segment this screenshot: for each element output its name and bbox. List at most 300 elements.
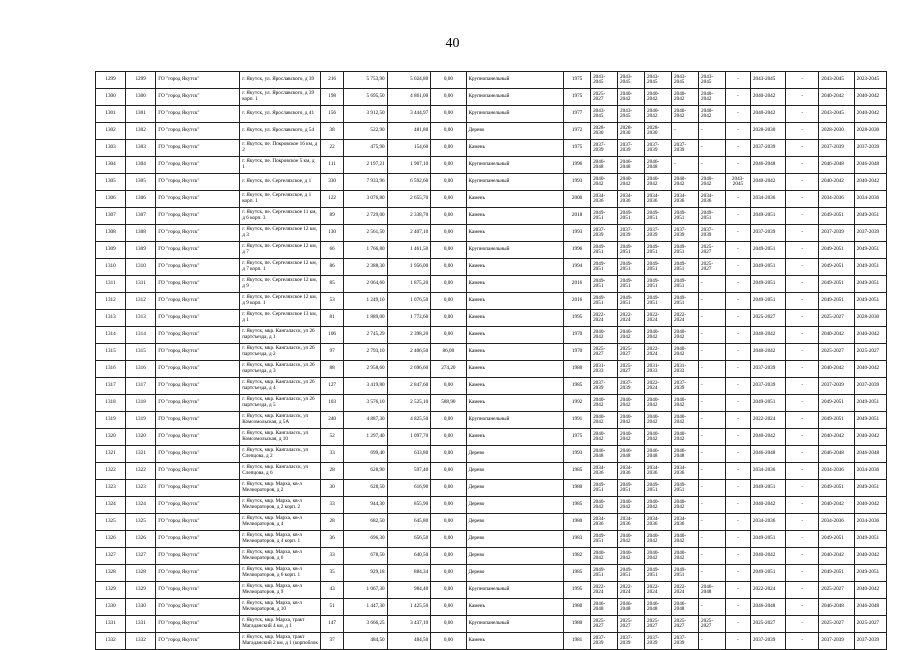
cell-n1: 1318 [96,395,126,412]
cell-y9: 2040-2042 [819,548,854,565]
cell-n1: 1320 [96,429,126,446]
cell-wall: Крупнопанельный [466,106,564,123]
cell-y8: - [786,140,819,157]
cell-v: 0,00 [431,72,466,89]
cell-area2: 2 406,50 [387,344,431,361]
cell-wall: Крупнопанельный [466,242,564,259]
table-row [96,106,887,123]
cell-y10: 2034-2036 [854,463,886,480]
cell-y4: 2025-2027 [672,616,699,633]
cell-y3: 2049-2051 [645,293,672,310]
cell-v: 0,00 [431,191,466,208]
cell-y2: 2049-2051 [618,259,645,276]
cell-y1: 2034-2036 [591,191,618,208]
cell-v: 0,00 [431,106,466,123]
cell-year: 1981 [564,633,591,650]
cell-apts: 66 [321,242,344,259]
cell-apts: 156 [321,106,344,123]
cell-wall: Дерево [466,548,564,565]
cell-y9: 2034-2036 [819,463,854,480]
cell-area2: 4 861,00 [387,89,431,106]
cell-area1: 1 297,40 [344,429,388,446]
cell-n1: 1302 [96,123,126,140]
cell-y9: 2049-2051 [819,412,854,429]
cell-y7: 2046-2048 [750,599,785,616]
cell-y7: 2049-2051 [750,242,785,259]
cell-apts: 33 [321,548,344,565]
cell-n1: 1316 [96,361,126,378]
cell-y5: 2043-2045 [699,72,726,89]
cell-year: 1982 [564,548,591,565]
cell-address: г. Якутск, мкр. Марха, кв-л Мелиораторов, д 4 корп. 1 [240,531,321,548]
cell-y1: 2046-2048 [591,446,618,463]
cell-y5: - [699,480,726,497]
cell-apts: 88 [321,361,344,378]
cell-y10: 2049-2051 [854,480,886,497]
cell-address: г. Якутск, пе. Покровское 5 км, д 1 [240,157,321,174]
cell-y1: 2025-2027 [591,89,618,106]
cell-area2: 5 024,80 [387,72,431,89]
cell-v: 0,00 [431,259,466,276]
cell-address: г. Якутск, пе. Сергеляхское 13 км, д 1 [240,310,321,327]
cell-y8: - [786,72,819,89]
cell-y5: - [699,633,726,650]
cell-y1: 2022-2024 [591,582,618,599]
cell-n1: 1326 [96,531,126,548]
cell-y6: - [725,106,750,123]
cell-y2: 2046-2048 [618,446,645,463]
cell-y10: 2049-2051 [854,208,886,225]
cell-y6: - [725,344,750,361]
cell-area1: 5 695,50 [344,89,388,106]
cell-n1: 1301 [96,106,126,123]
cell-n1: 1317 [96,378,126,395]
cell-y8: - [786,123,819,140]
cell-area2: 154,60 [387,140,431,157]
cell-owner: ГО "город Якутск" [156,140,240,157]
cell-n2: 1320 [126,429,156,446]
cell-y4: - [672,123,699,140]
cell-owner: ГО "город Якутск" [156,565,240,582]
cell-y9: 2028-2030 [819,123,854,140]
table-row [96,514,887,531]
cell-year: 1980 [564,616,591,633]
cell-address: г. Якутск, мкр. Марха, тракт Магаданский 2 км, д 1 (корпоблок [240,633,321,650]
cell-y4: 2049-2051 [672,480,699,497]
cell-y4: 2040-2042 [672,429,699,446]
cell-n2: 1310 [126,259,156,276]
cell-address: г. Якутск, мкр. Марха, кв-л Мелиораторов, д 9 [240,582,321,599]
cell-address: г. Якутск, ул. Ярославского, д 39 [240,72,321,89]
table-row [96,191,887,208]
cell-y4: 2040-2042 [672,89,699,106]
cell-apts: 30 [321,480,344,497]
cell-y4: 2049-2051 [672,208,699,225]
cell-y2: 2040-2042 [618,429,645,446]
cell-y3: 2049-2051 [645,208,672,225]
cell-y10: 2037-2039 [854,225,886,242]
cell-n1: 1307 [96,208,126,225]
cell-y4: 2037-2039 [672,140,699,157]
cell-area1: 2 388,30 [344,259,388,276]
cell-y6: - [725,633,750,650]
cell-y2: 2037-2039 [618,633,645,650]
cell-apts: 22 [321,140,344,157]
cell-y10: 2049-2051 [854,276,886,293]
cell-y3: 2034-2036 [645,463,672,480]
cell-owner: ГО "город Якутск" [156,361,240,378]
cell-area1: 7 933,96 [344,174,388,191]
cell-address: г. Якутск, пе. Сергеляхское, д 1 корп. 1 [240,191,321,208]
cell-wall: Камень [466,293,564,310]
cell-n2: 1313 [126,310,156,327]
cell-y1: 2049-2051 [591,242,618,259]
cell-y7: 2040-2042 [750,89,785,106]
cell-y5: 2046-2048 [699,582,726,599]
cell-y3: 2046-2048 [645,446,672,463]
cell-y4: 2049-2051 [672,276,699,293]
cell-y9: 2037-2039 [819,225,854,242]
cell-v: 0,00 [431,633,466,650]
cell-y1: 2037-2039 [591,225,618,242]
cell-y1: 2040-2042 [591,327,618,344]
cell-y1: 2028-2030 [591,123,618,140]
cell-y10: 2037-2039 [854,633,886,650]
cell-address: г. Якутск, пе. Сергеляхское 12 км, д 7 корп. 1 [240,259,321,276]
cell-y7: 2040-2042 [750,106,785,123]
cell-wall: Камень [466,429,564,446]
cell-year: 1977 [564,106,591,123]
cell-y10: 2040-2042 [854,174,886,191]
cell-y3: 2037-2039 [645,225,672,242]
cell-area1: 628,50 [344,480,388,497]
cell-y4: 2031-2033 [672,361,699,378]
cell-wall: Камень [466,140,564,157]
cell-y9: 2040-2042 [819,361,854,378]
cell-y6: - [725,395,750,412]
cell-wall: Крупнопанельный [466,89,564,106]
cell-y3: 2049-2051 [645,480,672,497]
cell-y5: - [699,514,726,531]
cell-y4: 2040-2042 [672,412,699,429]
cell-y6: - [725,242,750,259]
cell-y2: 2049-2051 [618,208,645,225]
cell-y10: 2034-2036 [854,191,886,208]
table-row [96,446,887,463]
cell-y3: 2049-2051 [645,259,672,276]
cell-y8: - [786,191,819,208]
cell-y2: 2043-2045 [618,72,645,89]
cell-y7: 2037-2039 [750,378,785,395]
cell-area2: 2 696,60 [387,361,431,378]
cell-y1: 2040-2042 [591,174,618,191]
cell-address: г. Якутск, мкр. Кангаласск, ул 26 партсъезда, д 2 [240,344,321,361]
cell-y9: 2034-2036 [819,191,854,208]
cell-y10: 2040-2042 [854,327,886,344]
cell-y4: 2037-2039 [672,378,699,395]
cell-y4: 2034-2036 [672,463,699,480]
cell-y9: 2049-2051 [819,276,854,293]
cell-y9: 2049-2051 [819,565,854,582]
cell-y5: - [699,361,726,378]
cell-area1: 2 064,60 [344,276,388,293]
cell-y3: 2040-2042 [645,89,672,106]
cell-y5: - [699,463,726,480]
cell-year: 1975 [564,140,591,157]
cell-n1: 1310 [96,259,126,276]
cell-y5: 2034-2036 [699,191,726,208]
cell-y9: 2043-2045 [819,72,854,89]
table-row [96,599,887,616]
cell-v: 0,00 [431,242,466,259]
cell-y1: 2031-2033 [591,361,618,378]
cell-y6: - [725,531,750,548]
cell-year: 1975 [564,72,591,89]
cell-apts: 86 [321,259,344,276]
cell-y5: 2037-2039 [699,225,726,242]
cell-y10: 2046-2048 [854,157,886,174]
cell-y5: - [699,157,726,174]
cell-y9: 2046-2048 [819,157,854,174]
cell-owner: ГО "город Якутск" [156,548,240,565]
cell-address: г. Якутск, мкр. Марха, тракт Магаданский 4 км, д 1 [240,616,321,633]
cell-area2: 656,50 [387,531,431,548]
cell-y5: - [699,344,726,361]
cell-y10: 2040-2042 [854,429,886,446]
cell-wall: Крупнопанельный [466,157,564,174]
cell-y7: 2040-2042 [750,174,785,191]
cell-y5: - [699,276,726,293]
cell-v: 0,00 [431,565,466,582]
cell-y7: 2022-2024 [750,582,785,599]
cell-address: г. Якутск, мкр. Кангаласск, ул 26 партсъезда, д 1 [240,327,321,344]
cell-y5: 2040-2042 [699,174,726,191]
cell-owner: ГО "город Якутск" [156,276,240,293]
cell-y6: - [725,514,750,531]
cell-y4: 2040-2042 [672,344,699,361]
cell-y4: 2034-2036 [672,514,699,531]
cell-area1: 944,30 [344,497,388,514]
cell-address: г. Якутск, мкр. Марха, кв-л Мелиораторов, д 4 [240,514,321,531]
cell-wall: Крупнопанельный [466,174,564,191]
cell-y8: - [786,208,819,225]
cell-y5: - [699,548,726,565]
cell-n1: 1328 [96,565,126,582]
cell-apts: 28 [321,463,344,480]
cell-owner: ГО "город Якутск" [156,497,240,514]
cell-y1: 2034-2036 [591,463,618,480]
cell-y3: 2037-2039 [645,140,672,157]
cell-apts: 35 [321,565,344,582]
cell-area2: 3 444,97 [387,106,431,123]
cell-year: 1983 [564,531,591,548]
cell-y7: 2028-2030 [750,123,785,140]
cell-y9: 2040-2042 [819,327,854,344]
cell-area2: 3 437,10 [387,616,431,633]
cell-area1: 5 753,90 [344,72,388,89]
cell-y4: 2040-2042 [672,395,699,412]
cell-y8: - [786,582,819,599]
cell-owner: ГО "город Якутск" [156,242,240,259]
cell-year: 1980 [564,514,591,531]
cell-v: 86,00 [431,344,466,361]
cell-y2: 2040-2042 [618,89,645,106]
cell-y1: 2049-2051 [591,293,618,310]
cell-v: 0,00 [431,225,466,242]
cell-y1: 2049-2051 [591,565,618,582]
cell-y3: 2028-2030 [645,123,672,140]
cell-y8: - [786,480,819,497]
table-row [96,225,887,242]
cell-n1: 1331 [96,616,126,633]
cell-y10: 2023-2045 [854,72,886,89]
cell-y6: - [725,276,750,293]
cell-v: 0,00 [431,174,466,191]
table-row [96,463,887,480]
cell-v: 0,00 [431,123,466,140]
cell-n2: 1306 [126,191,156,208]
cell-area2: 481,80 [387,123,431,140]
cell-owner: ГО "город Якутск" [156,174,240,191]
cell-address: г. Якутск, ул. Ярославского, д 41 [240,106,321,123]
cell-y5: - [699,123,726,140]
cell-y3: 2040-2042 [645,327,672,344]
cell-y7: 2049-2051 [750,293,785,310]
cell-address: г. Якутск, пе. Сергеляхское 12 км, д 3 [240,225,321,242]
cell-wall: Камень [466,327,564,344]
cell-y3: 2040-2042 [645,548,672,565]
cell-y8: - [786,361,819,378]
cell-year: 1995 [564,310,591,327]
cell-apts: 240 [321,412,344,429]
cell-n2: 1328 [126,565,156,582]
cell-y1: 2037-2039 [591,378,618,395]
cell-y5: - [699,293,726,310]
cell-y2: 2022-2024 [618,310,645,327]
cell-y6: - [725,89,750,106]
cell-y6: - [725,72,750,89]
cell-y5: - [699,378,726,395]
cell-year: 1970 [564,344,591,361]
cell-y7: 2040-2042 [750,497,785,514]
cell-y2: 2037-2039 [618,140,645,157]
cell-address: г. Якутск, мкр. Кангаласск, ул Комсомольская, д 10 [240,429,321,446]
cell-y2: 2040-2042 [618,174,645,191]
cell-area2: 855,90 [387,497,431,514]
cell-y3: 2049-2051 [645,242,672,259]
cell-y1: 2025-2027 [591,616,618,633]
cell-y2: 2040-2042 [618,548,645,565]
cell-apts: 81 [321,310,344,327]
table-row [96,378,887,395]
cell-n1: 1308 [96,225,126,242]
cell-wall: Дерево [466,497,564,514]
cell-y4: 2040-2042 [672,174,699,191]
cell-y6: - [725,446,750,463]
cell-y6: - [725,429,750,446]
table-row [96,548,887,565]
cell-y7: 2037-2039 [750,361,785,378]
cell-v: 0,00 [431,378,466,395]
cell-year: 1980 [564,599,591,616]
cell-n1: 1313 [96,310,126,327]
cell-y10: 2049-2051 [854,242,886,259]
cell-n1: 1311 [96,276,126,293]
cell-owner: ГО "город Якутск" [156,599,240,616]
cell-y7: 2040-2042 [750,548,785,565]
cell-address: г. Якутск, мкр. Марха, кв-л Мелиораторов, д 6 [240,548,321,565]
cell-n1: 1321 [96,446,126,463]
cell-y10: 2040-2042 [854,497,886,514]
cell-y8: - [786,463,819,480]
cell-n1: 1299 [96,72,126,89]
cell-n2: 1322 [126,463,156,480]
cell-n1: 1323 [96,480,126,497]
cell-v: 0,00 [431,463,466,480]
cell-y7: 2043-2045 [750,72,785,89]
cell-apts: 111 [321,157,344,174]
cell-y6: - [725,599,750,616]
cell-n2: 1301 [126,106,156,123]
cell-n2: 1331 [126,616,156,633]
cell-v: 0,00 [431,157,466,174]
cell-owner: ГО "город Якутск" [156,616,240,633]
cell-v: 0,00 [431,582,466,599]
cell-y4: 2037-2039 [672,225,699,242]
cell-area1: 3 912,50 [344,106,388,123]
cell-n2: 1299 [126,72,156,89]
cell-y9: 2037-2039 [819,140,854,157]
cell-y7: 2037-2039 [750,633,785,650]
cell-y6: - [725,565,750,582]
cell-year: 1985 [564,463,591,480]
cell-y8: - [786,395,819,412]
cell-n2: 1304 [126,157,156,174]
cell-v: 0,00 [431,327,466,344]
cell-y9: 2040-2042 [819,89,854,106]
cell-n2: 1330 [126,599,156,616]
table-row [96,259,887,276]
cell-y6: - [725,208,750,225]
cell-y1: 2046-2048 [591,157,618,174]
cell-n2: 1308 [126,225,156,242]
cell-y3: 2034-2036 [645,191,672,208]
cell-y6: - [725,378,750,395]
cell-y8: - [786,599,819,616]
cell-y5: 2025-2027 [699,616,726,633]
table-row [96,242,887,259]
cell-apts: 28 [321,514,344,531]
cell-y1: 2049-2051 [591,276,618,293]
cell-y4: 2049-2051 [672,259,699,276]
cell-apts: 97 [321,344,344,361]
housing-registry-table [95,71,887,650]
cell-v: 0,00 [431,514,466,531]
cell-y2: 2040-2042 [618,395,645,412]
cell-y3: 2046-2048 [645,157,672,174]
cell-address: г. Якутск, пе. Сергеляхское 12 км, д 9 [240,276,321,293]
cell-y3: 2025-2027 [645,616,672,633]
cell-y10: 2034-2036 [854,514,886,531]
cell-y5: - [699,446,726,463]
cell-year: 1985 [564,497,591,514]
cell-v: 274,20 [431,361,466,378]
cell-area1: 4 887,30 [344,412,388,429]
cell-y8: - [786,242,819,259]
cell-y3: 2040-2042 [645,497,672,514]
cell-wall: Камень [466,344,564,361]
cell-v: 0,00 [431,429,466,446]
